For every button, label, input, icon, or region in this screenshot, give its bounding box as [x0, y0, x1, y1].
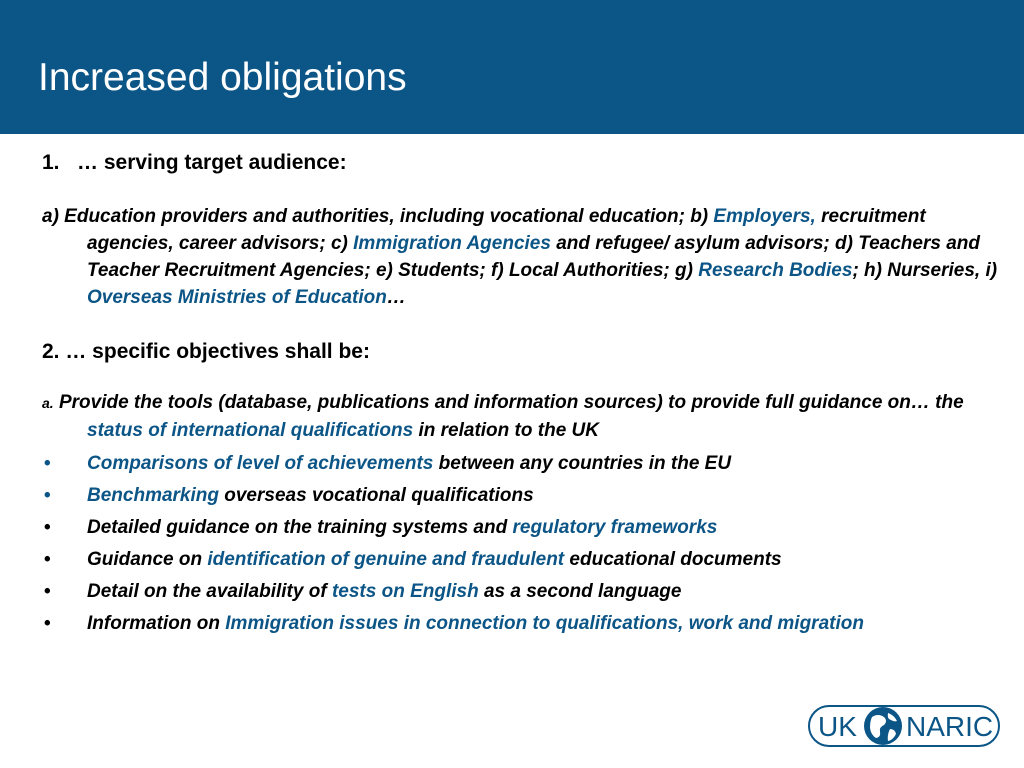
bullet-text: overseas vocational qualifications — [218, 485, 534, 506]
audience-text: … — [386, 287, 406, 308]
section2-heading: 2. … specific objectives shall be: — [42, 340, 370, 363]
list-item — [42, 578, 1012, 605]
logo-naric-text: NARIC — [906, 711, 994, 742]
uk-naric-logo — [808, 705, 1000, 752]
slide-content — [42, 150, 1012, 642]
bullet: • — [44, 517, 51, 538]
bullet-highlight: tests on English — [331, 581, 479, 602]
objective-a-text: Provide the tools (database, publications and information sources) to provide full guidance on… the — [53, 392, 964, 413]
bullet-text: Information on — [87, 613, 226, 634]
section1-heading: 1. … serving target audience: — [42, 151, 347, 174]
bullet: • — [44, 581, 51, 602]
logo-graphic — [808, 705, 1000, 747]
bullet-text: Guidance on — [87, 549, 208, 570]
bullet-highlight: Immigration issues in connection to qualifications, work and migration — [225, 613, 864, 634]
bullet-highlight: identification of genuine and fraudulent — [207, 549, 565, 570]
bullet: • — [44, 613, 51, 634]
globe-icon — [864, 707, 902, 745]
bullet: • — [44, 453, 51, 474]
highlight-status-qualifications: status of international qualifications — [87, 420, 414, 441]
highlight-employers: Employers, — [713, 206, 816, 227]
bullet-highlight: Comparisons of level of achievements — [87, 453, 434, 474]
objectives-list — [42, 450, 1012, 637]
bullet-text: educational documents — [564, 549, 782, 570]
title-bar — [0, 0, 1024, 134]
highlight-research-bodies: Research Bodies — [698, 260, 853, 281]
bullet-text: between any countries in the EU — [433, 453, 732, 474]
audience-text: a) Education providers and authorities, including vocational education; b) — [42, 206, 714, 227]
logo-uk-text: UK — [818, 711, 857, 742]
bullet: • — [44, 549, 51, 570]
bullet-text: as a second language — [478, 581, 682, 602]
list-item — [42, 546, 1012, 573]
page-title: Increased obligations — [38, 56, 407, 99]
audience-text: ; h) Nurseries, i) — [852, 260, 998, 281]
list-item — [42, 514, 1012, 541]
highlight-overseas-ministries: Overseas Ministries of Education — [87, 287, 387, 308]
audience-paragraph — [42, 203, 1012, 311]
audience-text: and refugee/ asylum advisors; d) Teachers and Teacher Recruitment Agencies; e) Students; f) Local Authorities; g) — [87, 233, 981, 281]
bullet-highlight: regulatory frameworks — [512, 517, 718, 538]
objective-a-text: in relation to the UK — [413, 420, 599, 441]
list-item — [42, 482, 1012, 509]
objective-a — [42, 389, 1012, 444]
bullet-highlight: Benchmarking — [87, 485, 219, 506]
list-item — [42, 610, 1012, 637]
bullet: • — [44, 485, 51, 506]
audience-text: recruitment agencies, career advisors; c) — [87, 206, 926, 254]
objective-a-label: a. — [42, 395, 54, 411]
bullet-text: Detail on the availability of — [87, 581, 332, 602]
bullet-text: Detailed guidance on the training systems and — [87, 517, 513, 538]
list-item — [42, 450, 1012, 477]
highlight-immigration-agencies: Immigration Agencies — [353, 233, 551, 254]
